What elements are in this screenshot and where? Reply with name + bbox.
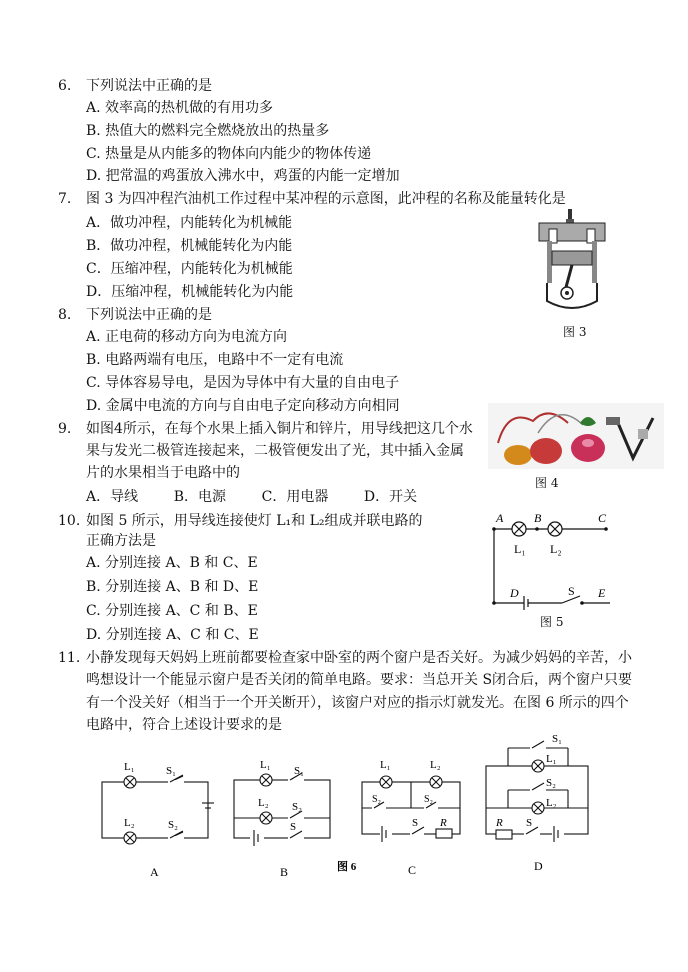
fig5-label-b: B [534, 511, 542, 525]
q8-option-c: C. 导体容易导电，是因为导体中有大量的自由电子 [86, 375, 400, 391]
circuit-c-l2: L₂ [430, 759, 441, 771]
fruit-battery-figure [488, 403, 664, 469]
fig5-label-s: S [568, 584, 575, 598]
circuit-a [102, 776, 214, 838]
circuit-d-l1: L₁ [546, 753, 557, 765]
circuit-c-s2-right: S₂ [424, 794, 434, 805]
q6-stem: 下列说法中正确的是 [86, 78, 212, 94]
q7-option-a: A．做功冲程，内能转化为机械能 [86, 215, 293, 231]
circuit-c-l1: L₁ [380, 759, 391, 771]
q7-number: 7. [58, 191, 72, 207]
circuit-a-l2: L₂ [124, 817, 135, 829]
q8-option-b: B. 电路两端有电压，电路中不一定有电流 [86, 352, 344, 368]
fig5-label-e: E [598, 586, 606, 600]
figure5-circuit [488, 508, 618, 610]
q7-option-b: B．做功冲程，机械能转化为内能 [86, 238, 293, 254]
q6-option-d: D. 把常温的鸡蛋放入沸水中，鸡蛋的内能一定增加 [86, 168, 400, 184]
circuit-b-s2: S₂ [292, 801, 302, 813]
circuit-d-label: D [534, 859, 543, 873]
q6-number: 6. [58, 78, 72, 94]
circuit-b-s: S [290, 821, 297, 833]
q10-stem-line2: 正确方法是 [86, 533, 156, 549]
circuit-b-s1: S₁ [294, 765, 304, 777]
q11-stem-line2: 鸣想设计一个能显示窗户是否关闭的简单电路。要求：当总开关 S闭合后，两个窗户只要 [86, 672, 633, 688]
circuit-d-l2: L₂ [546, 797, 557, 809]
fig5-label-c: C [598, 511, 607, 525]
q7-option-d: D．压缩冲程，机械能转化为内能 [86, 284, 294, 300]
circuit-d-s2: S₂ [546, 777, 556, 789]
q10-option-c: C. 分别连接 A、C 和 B、E [86, 603, 258, 619]
circuit-c-label: C [408, 863, 417, 877]
circuit-c-s: S [412, 817, 419, 829]
figure4-caption: 图 4 [535, 476, 559, 490]
fig5-label-l2: L₂ [550, 542, 562, 556]
engine-cylinder-figure [535, 207, 611, 317]
q8-number: 8. [58, 307, 72, 323]
q6-option-a: A. 效率高的热机做的有用功多 [86, 100, 274, 116]
circuit-c-s2-left: S₂ [372, 794, 382, 805]
q9-stem-line1: 如图4所示，在每个水果上插入铜片和锌片，用导线把这几个水 [86, 421, 473, 437]
fig5-label-a: A [496, 511, 504, 525]
q10-option-d: D. 分别连接 A、C 和 C、E [86, 627, 259, 643]
circuit-b-l1: L₁ [260, 759, 271, 771]
q11-stem-line1: 小静发现每天妈妈上班前都要检查家中卧室的两个窗户是否关好。为减少妈妈的辛苦，小 [86, 650, 632, 666]
q10-option-a: A. 分别连接 A、B 和 C、E [86, 555, 258, 571]
q9-number: 9. [58, 421, 72, 437]
circuit-c-r: R [440, 817, 447, 829]
q11-stem-line4: 电路中，符合上述设计要求的是 [86, 717, 282, 733]
q11-stem-line3: 有一个没关好（相当于一个开关断开），该窗户对应的指示灯就发光。在图 6 所示的四个 [86, 695, 629, 711]
circuit-a-s1: S₁ [166, 765, 176, 777]
figure6-circuits [90, 730, 600, 890]
q8-option-a: A. 正电荷的移动方向为电流方向 [86, 329, 288, 345]
figure6-caption: 图 6 [337, 861, 357, 873]
q6-option-b: B. 热值大的燃料完全燃烧放出的热量多 [86, 123, 330, 139]
q8-stem: 下列说法中正确的是 [86, 307, 212, 323]
q10-option-b: B. 分别连接 A、B 和 D、E [86, 579, 259, 595]
circuit-d-s: S [526, 817, 533, 829]
q11-number: 11. [58, 650, 81, 666]
circuit-b [234, 780, 330, 838]
q6-option-c: C. 热量是从内能多的物体向内能少的物体传递 [86, 146, 372, 162]
q8-option-d: D. 金属中电流的方向与自由电子定向移动方向相同 [86, 398, 400, 414]
circuit-b-label: B [280, 865, 289, 879]
figure5-caption: 图 5 [540, 615, 564, 629]
circuit-a-label: A [150, 865, 159, 879]
q9-options: A．导线 B．电源 C．用电器 D．开关 [86, 489, 418, 505]
q9-stem-line3: 片的水果相当于电路中的 [86, 465, 240, 481]
q9-stem-line2: 果与发光二极管连接起来，二极管便发出了光，其中插入金属 [86, 443, 464, 459]
q7-option-c: C．压缩冲程，内能转化为机械能 [86, 261, 293, 277]
circuit-d-s1: S₁ [552, 733, 562, 745]
q10-number: 10. [58, 513, 81, 529]
q10-stem-line1: 如图 5 所示，用导线连接使灯 L₁和 L₂组成并联电路的 [86, 513, 423, 529]
circuit-a-l1: L₁ [124, 761, 135, 773]
figure3-caption: 图 3 [563, 325, 587, 339]
circuit-a-s2: S₂ [168, 819, 178, 831]
circuit-d-r: R [496, 817, 503, 829]
fig5-label-l1: L₁ [514, 542, 526, 556]
fig5-label-d: D [510, 586, 519, 600]
circuit-b-l2: L₂ [258, 797, 269, 809]
q7-stem: 图 3 为四冲程汽油机工作过程中某冲程的示意图，此冲程的名称及能量转化是 [86, 191, 566, 207]
